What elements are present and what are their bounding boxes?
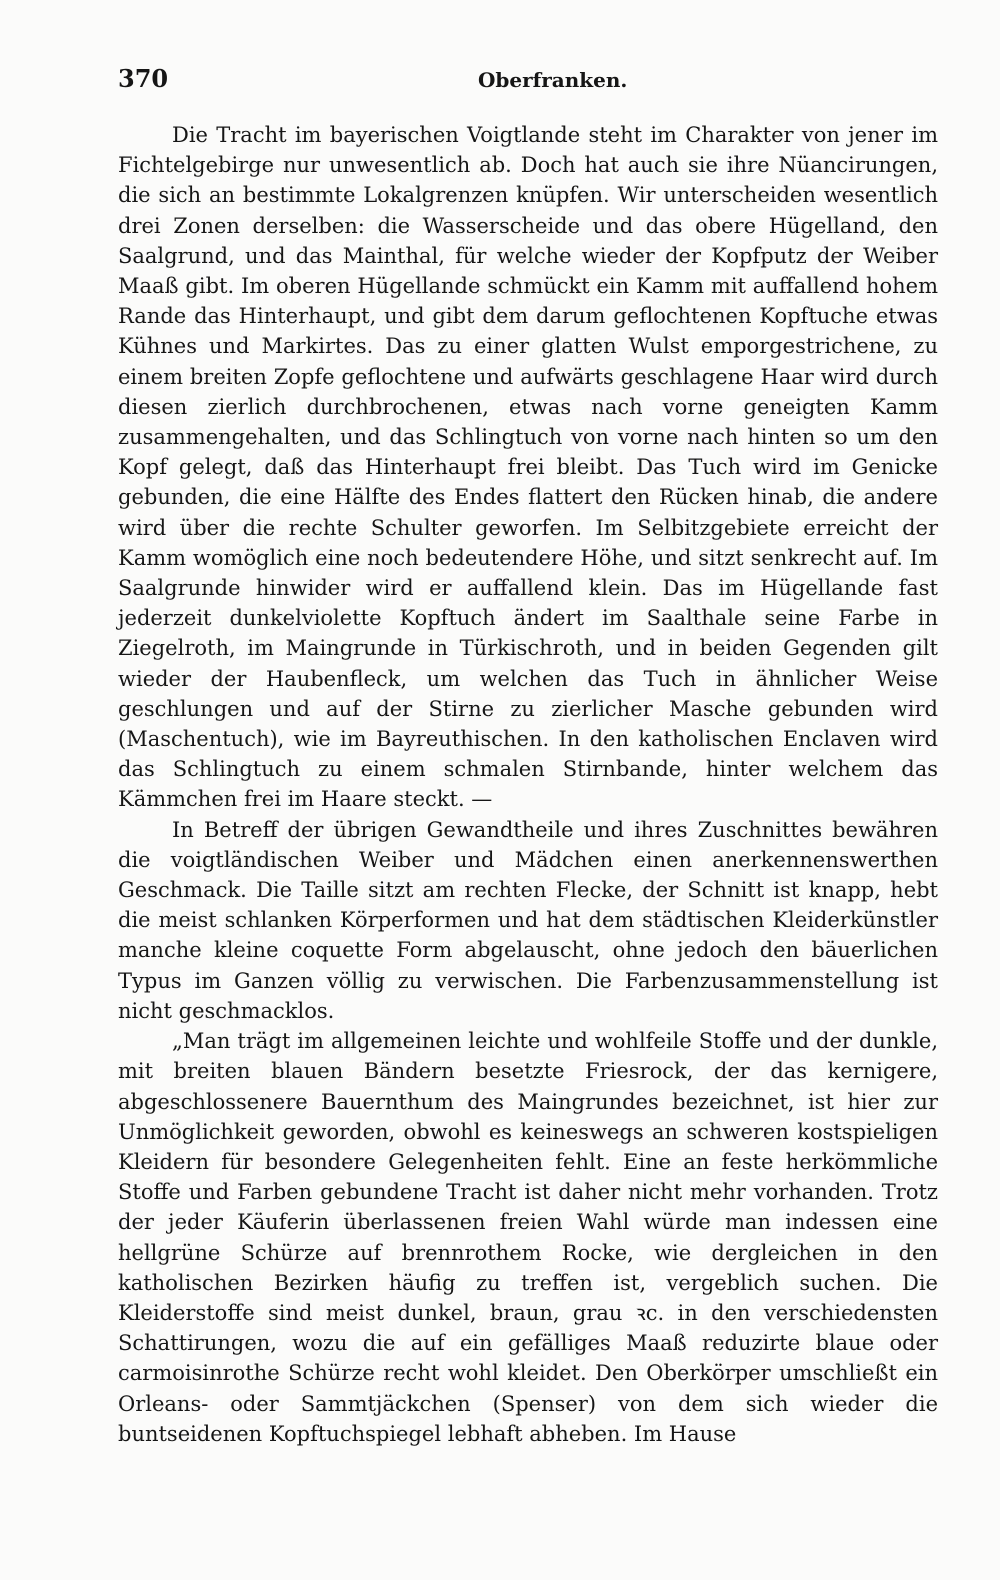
running-title: Oberfranken. — [478, 68, 628, 92]
body-text — [118, 120, 938, 1449]
paragraph-3: „Man trägt im allgemeinen leichte und wohlfeile Stoffe und der dunkle, mit breiten blauen Bändern besetzte Friesrock, der das kernigere, abgeschlossenere Bauernthum des Maingrundes bezeichnet, ist hier zur Unmöglichkeit geworden, obwohl es keineswegs an schweren kostspieligen Kleidern für besondere Gelegenheiten fehlt. Eine an feste herkömmliche Stoffe und Farben gebundene Tracht ist daher nicht mehr vorhanden. Trotz der jeder Käuferin überlassenen freien Wahl würde man indessen eine hellgrüne Schürze auf brennrothem Rocke, wie dergleichen in den katholischen Bezirken häufig zu treffen ist, vergeblich suchen. Die Kleiderstoffe sind meist dunkel, braun, grau ꝛc. in den verschiedensten Schattirungen, wozu die auf ein gefälliges Maaß reduzirte blaue oder carmoisinrothe Schürze recht wohl kleidet. Den Oberkörper umschließt ein Orleans- oder Sammtjäckchen (Spenser) von dem sich wieder die buntseidenen Kopftuchspiegel lebhaft abheben. Im Hause — [118, 1029, 938, 1446]
page-number: 370 — [118, 64, 169, 93]
paragraph-1: Die Tracht im bayerischen Voigtlande steht im Charakter von jener im Fichtelgebirge nur unwesentlich ab. Doch hat auch sie ihre Nüancirungen, die sich an bestimmte Lokalgrenzen knüpfen. Wir unterscheiden wesentlich drei Zonen derselben: die Wasserscheide und das obere Hügelland, den Saalgrund, und das Mainthal, für welche wieder der Kopfputz der Weiber Maaß gibt. Im oberen Hügellande schmückt ein Kamm mit auffallend hohem Rande das Hinterhaupt, und gibt dem darum geflochtenen Kopftuche etwas Kühnes und Markirtes. Das zu einer glatten Wulst emporgestrichene, zu einem breiten Zopfe geflochtene und aufwärts geschlagene Haar wird durch diesen zierlich durchbrochenen, etwas nach vorne geneigten Kamm zusammengehalten, und das Schlingtuch von vorne nach hinten so um den Kopf gelegt, daß das Hinterhaupt frei bleibt. Das Tuch wird im Genicke gebunden, die eine Hälfte des Endes flattert den Rücken hinab, die andere wird über die rechte Schulter geworfen. Im Selbitzgebiete erreicht der Kamm womöglich eine noch bedeutendere Höhe, und sitzt senkrecht auf. Im Saalgrunde hinwider wird er auffallend klein. Das im Hügellande fast jederzeit dunkelviolette Kopftuch ändert im Saalthale seine Farbe in Ziegelroth, im Maingrunde in Türkischroth, und in beiden Gegenden gilt wieder der Haubenfleck, um welchen das Tuch in ähnlicher Weise geschlungen und auf der Stirne zu zierlicher Masche gebunden wird (Maschentuch), wie im Bayreuthischen. In den katholischen Enclaven wird das Schlingtuch zu einem schmalen Stirnbande, hinter welchem das Kämmchen frei im Haare steckt. — — [118, 123, 938, 812]
paragraph-2: In Betreff der übrigen Gewandtheile und ihres Zuschnittes bewähren die voigtländischen Weiber und Mädchen einen anerkennenswerthen Geschmack. Die Taille sitzt am rechten Flecke, der Schnitt ist knapp, hebt die meist schlanken Körperformen und hat dem städtischen Kleiderkünstler manche kleine coquette Form abgelauscht, ohne jedoch den bäuerlichen Typus im Ganzen völlig zu verwischen. Die Farbenzusammenstellung ist nicht geschmacklos. — [118, 817, 938, 1023]
running-header — [118, 64, 938, 100]
